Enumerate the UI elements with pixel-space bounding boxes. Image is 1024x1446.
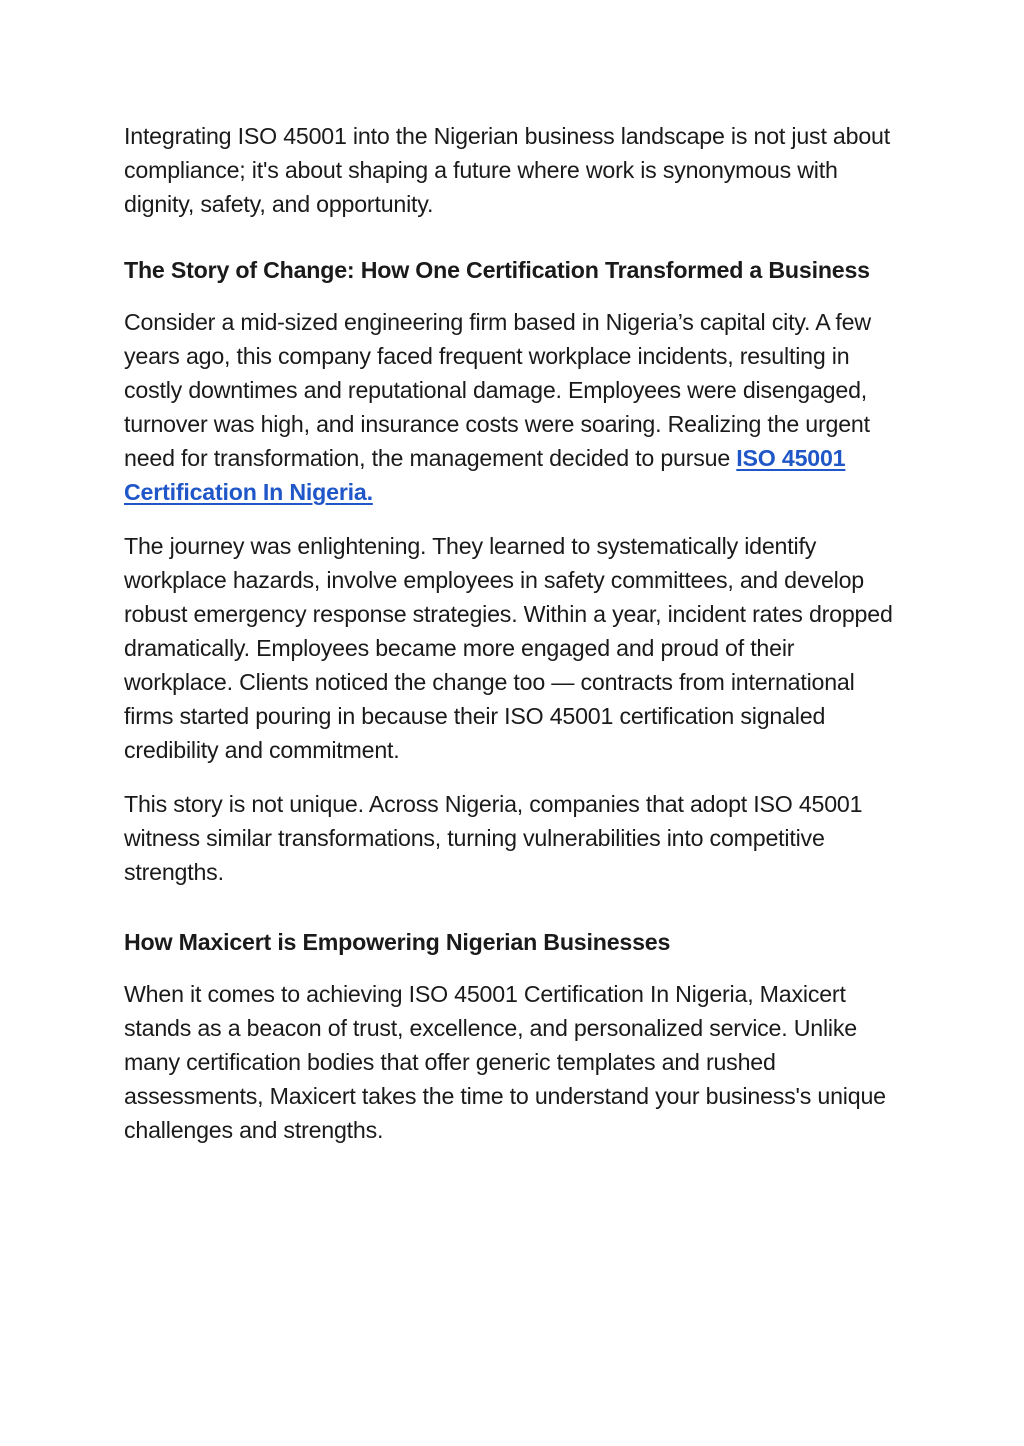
engineering-firm-paragraph [124,305,894,509]
intro-paragraph: Integrating ISO 45001 into the Nigerian business landscape is not just about compliance; it's about shaping a future where work is synonymous with dignity, safety, and opportunity. [124,123,890,217]
journey-paragraph: The journey was enlightening. They learned to systematically identify workplace hazards, involve employees in safety committees, and develop robust emergency response strategies. Within a year, incident rates dropped dramatically. Employees became more engaged and proud of their workplace. Clients noticed the change too — contracts from international firms started pouring in because their ISO 45001 certification signaled credibility and commitment. [124,533,893,763]
document-page [124,119,894,1147]
iso-45001-certification-link[interactable]: ISO 45001 Certification In Nigeria. [124,445,846,505]
section-heading-maxicert: How Maxicert is Empowering Nigerian Businesses [124,929,671,955]
section-heading-story-of-change: The Story of Change: How One Certification Transformed a Business [124,257,870,283]
maxicert-paragraph: When it comes to achieving ISO 45001 Certification In Nigeria, Maxicert stands as a beacon of trust, excellence, and personalized service. Unlike many certification bodies that offer generic templates and rushed assessments, Maxicert takes the time to understand your business's unique challenges and strengths. [124,981,886,1143]
engineering-firm-text: Consider a mid-sized engineering firm based in Nigeria’s capital city. A few years ago, this company faced frequent workplace incidents, resulting in costly downtimes and reputational damage. Employees were disengaged, turnover was high, and insurance costs were soaring. Realizing the urgent need for transformation, the management decided to pursue [124,309,871,471]
story-not-unique-paragraph: This story is not unique. Across Nigeria, companies that adopt ISO 45001 witness similar transformations, turning vulnerabilities into competitive strengths. [124,791,863,885]
